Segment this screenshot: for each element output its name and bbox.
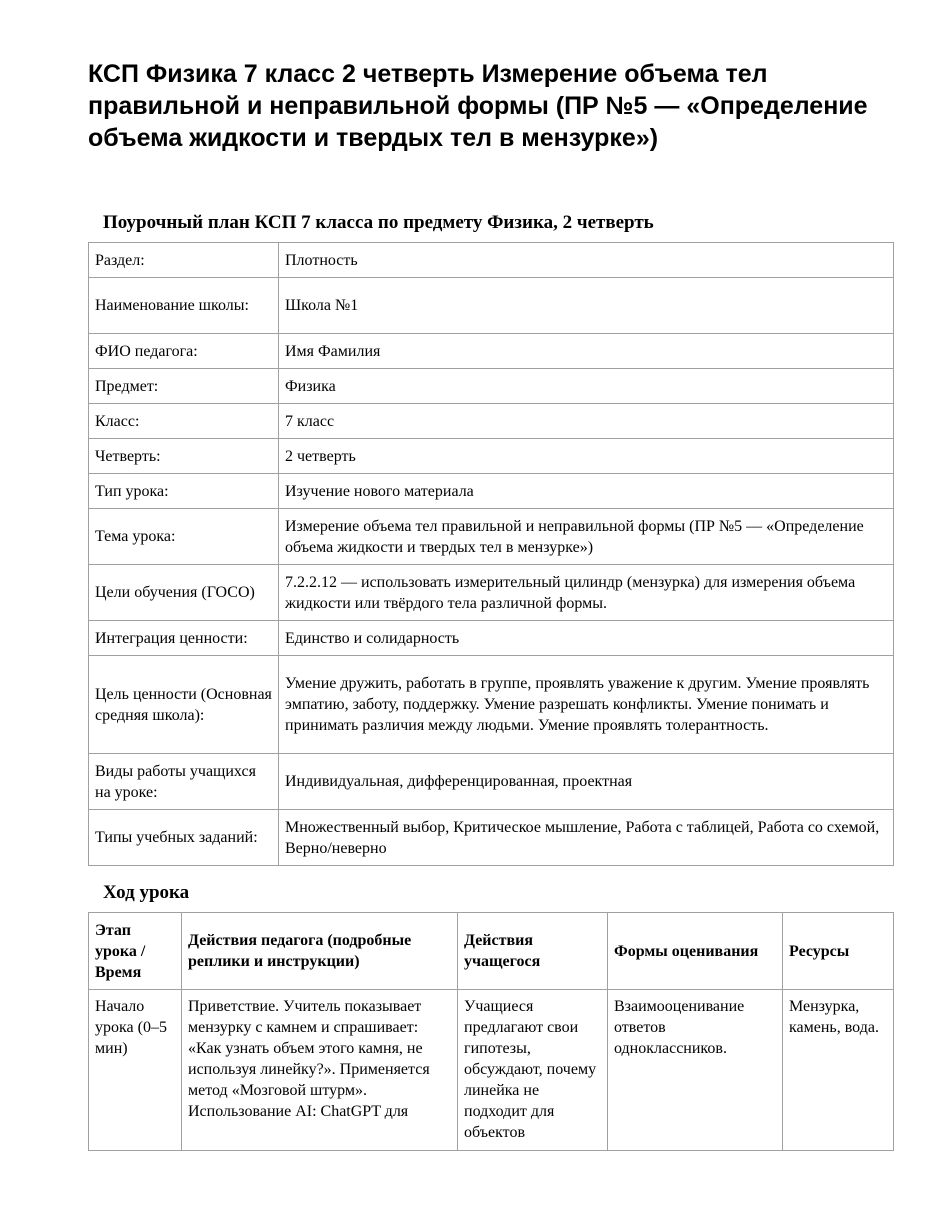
row-value: Физика xyxy=(279,369,894,404)
row-label: Четверть: xyxy=(89,439,279,474)
lesson-progress-heading: Ход урока xyxy=(103,882,190,903)
column-header-stage: Этап урока / Время xyxy=(89,913,182,990)
row-label: Виды работы учащихся на уроке: xyxy=(89,754,279,810)
row-value: 7 класс xyxy=(279,404,894,439)
student-actions-cell: Учащиеся предлагают свои гипотезы, обсуждают, почему линейка не подходит для объектов xyxy=(458,990,608,1151)
row-value: 7.2.2.12 — использовать измерительный цилиндр (мензурка) для измерения объема жидкости или твёрдого тела различной формы. xyxy=(279,565,894,621)
row-label: Тип урока: xyxy=(89,474,279,509)
table-row xyxy=(89,439,894,474)
row-value: 2 четверть xyxy=(279,439,894,474)
row-value: Школа №1 xyxy=(279,278,894,334)
table-row xyxy=(89,656,894,754)
row-label: Предмет: xyxy=(89,369,279,404)
assessment-cell: Взаимооценивание ответов одноклассников. xyxy=(608,990,783,1151)
row-label: Цели обучения (ГОСО) xyxy=(89,565,279,621)
row-label: Наименование школы: xyxy=(89,278,279,334)
lesson-progress-table xyxy=(88,912,894,1151)
table-row xyxy=(89,404,894,439)
row-label: Тема урока: xyxy=(89,509,279,565)
row-value: Измерение объема тел правильной и неправильной формы (ПР №5 — «Определение объема жидкости и твердых тел в мензурке») xyxy=(279,509,894,565)
teacher-actions-cell: Приветствие. Учитель показывает мензурку с камнем и спрашивает: «Как узнать объем этого камня, не используя линейку?». Применяется метод «Мозговой штурм». Использование AI: ChatGPT для xyxy=(182,990,458,1151)
column-header-resources: Ресурсы xyxy=(783,913,894,990)
row-label: ФИО педагога: xyxy=(89,334,279,369)
row-value: Плотность xyxy=(279,243,894,278)
row-value: Индивидуальная, дифференцированная, проектная xyxy=(279,754,894,810)
lesson-plan-info-table xyxy=(88,242,894,866)
row-label: Цель ценности (Основная средняя школа): xyxy=(89,656,279,754)
row-value: Изучение нового материала xyxy=(279,474,894,509)
row-value: Множественный выбор, Критическое мышление, Работа с таблицей, Работа со схемой, Верно/неверно xyxy=(279,810,894,866)
table-row xyxy=(89,243,894,278)
table-row xyxy=(89,621,894,656)
row-label: Класс: xyxy=(89,404,279,439)
stage-cell: Начало урока (0–5 мин) xyxy=(89,990,182,1151)
table-row xyxy=(89,509,894,565)
row-value: Единство и солидарность xyxy=(279,621,894,656)
table-row xyxy=(89,754,894,810)
table-row xyxy=(89,369,894,404)
row-label: Раздел: xyxy=(89,243,279,278)
row-value: Имя Фамилия xyxy=(279,334,894,369)
column-header-student-actions: Действия учащегося xyxy=(458,913,608,990)
resources-cell: Мензурка, камень, вода. xyxy=(783,990,894,1151)
table-row xyxy=(89,810,894,866)
row-label: Интеграция ценности: xyxy=(89,621,279,656)
document-title: КСП Физика 7 класс 2 четверть Измерение объема тел правильной и неправильной формы (ПР №5 — «Определение объема жидкости и твердых тел в мензурке») xyxy=(88,60,868,152)
table-row xyxy=(89,990,894,1151)
row-value: Умение дружить, работать в группе, проявлять уважение к другим. Умение проявлять эмпатию, заботу, поддержку. Умение разрешать конфликты. Умение понимать и принимать различия между людьми. Умение проявлять толерантность. xyxy=(279,656,894,754)
table-row xyxy=(89,334,894,369)
table-row xyxy=(89,278,894,334)
column-header-assessment: Формы оценивания xyxy=(608,913,783,990)
table-header-row xyxy=(89,913,894,990)
row-label: Типы учебных заданий: xyxy=(89,810,279,866)
plan-heading: Поурочный план КСП 7 класса по предмету Физика, 2 четверть xyxy=(103,212,654,233)
table-row xyxy=(89,565,894,621)
column-header-teacher-actions: Действия педагога (подробные реплики и инструкции) xyxy=(182,913,458,990)
table-row xyxy=(89,474,894,509)
